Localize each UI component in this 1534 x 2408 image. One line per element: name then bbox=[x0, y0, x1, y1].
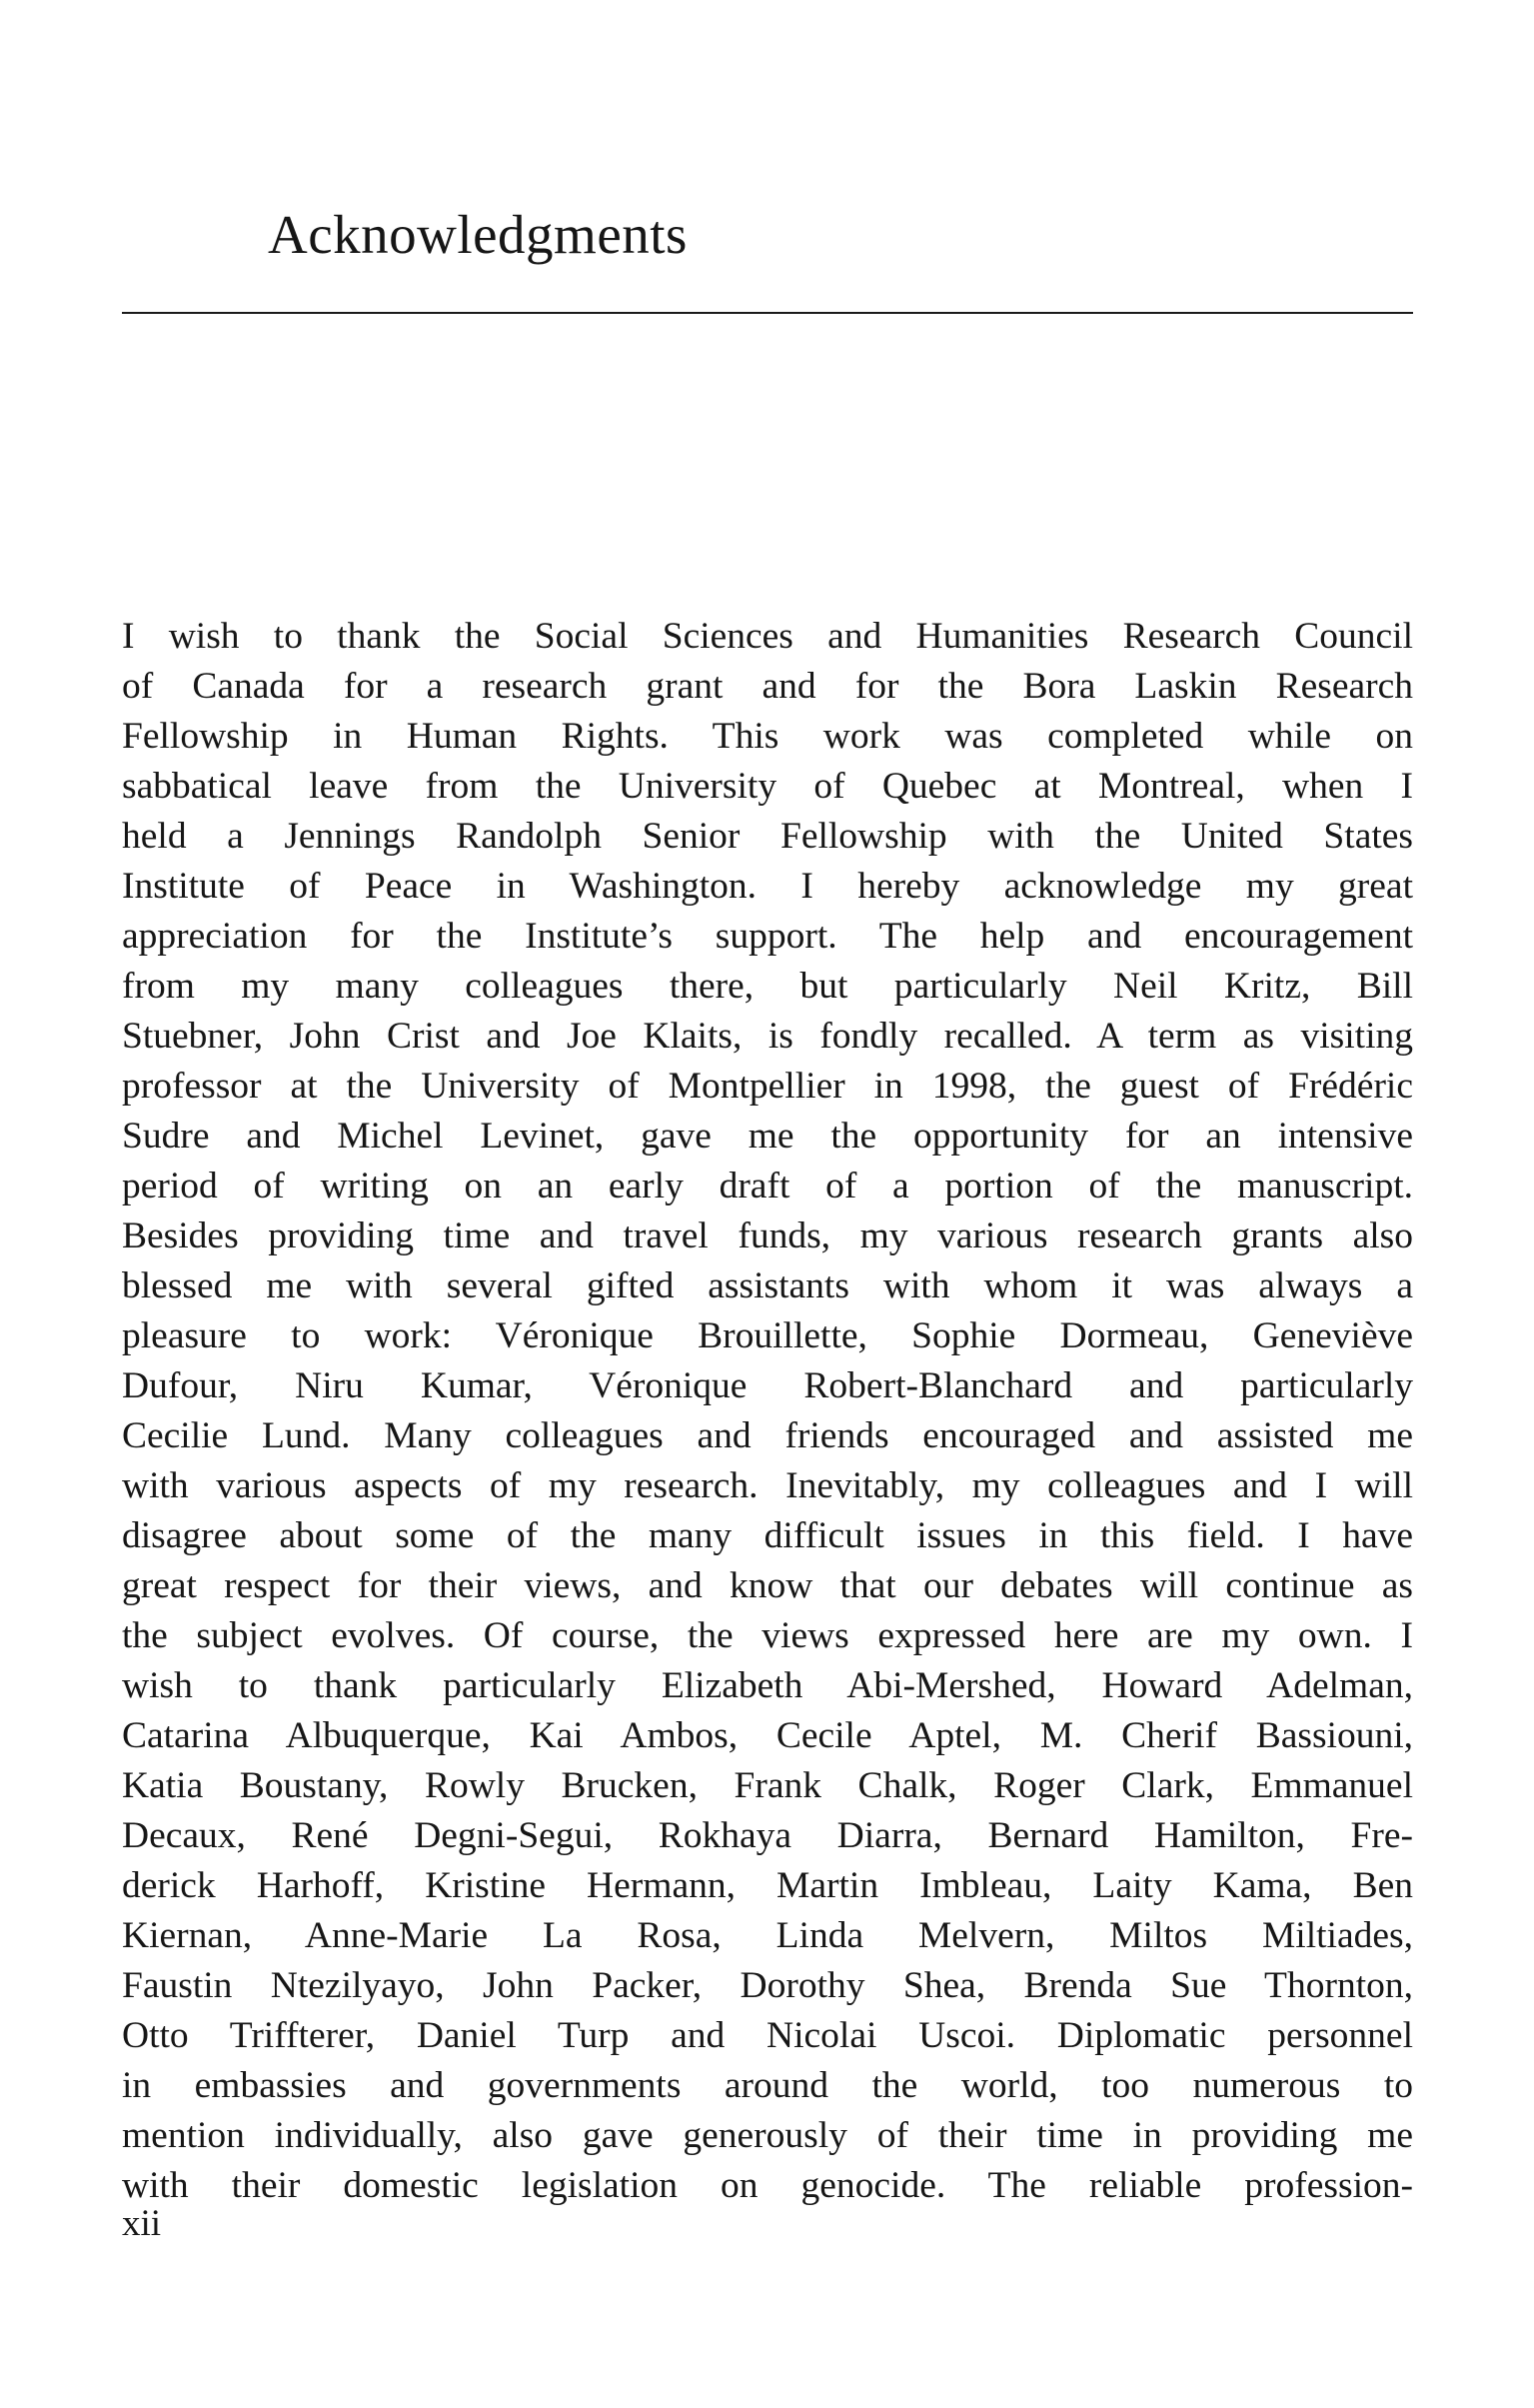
body-line: Decaux, René Degni-Segui, Rokhaya Diarra, Bernard Hamilton, Fre- bbox=[122, 1815, 1413, 1856]
heading-rule bbox=[122, 312, 1413, 314]
body-line: the subject evolves. Of course, the views expressed here are my own. I bbox=[122, 1615, 1413, 1656]
body-line: wish to thank particularly Elizabeth Abi-Mershed, Howard Adelman, bbox=[122, 1665, 1413, 1706]
body-line: with their domestic legislation on genocide. The reliable profession- bbox=[122, 2165, 1413, 2206]
body-line: Otto Triffterer, Daniel Turp and Nicolai Uscoi. Diplomatic personnel bbox=[122, 2015, 1413, 2056]
body-line: derick Harhoff, Kristine Hermann, Martin Imbleau, Laity Kama, Ben bbox=[122, 1865, 1413, 1906]
page-title: Acknowledgments bbox=[268, 204, 688, 265]
body-line: Faustin Ntezilyayo, John Packer, Dorothy Shea, Brenda Sue Thornton, bbox=[122, 1965, 1413, 2006]
body-line: with various aspects of my research. Inevitably, my colleagues and I will bbox=[122, 1465, 1413, 1506]
body-line: held a Jennings Randolph Senior Fellowship with the United States bbox=[122, 816, 1413, 857]
body-line: appreciation for the Institute’s support. The help and encouragement bbox=[122, 916, 1413, 957]
body-line: Dufour, Niru Kumar, Véronique Robert-Blanchard and particularly bbox=[122, 1365, 1413, 1406]
body-line: Fellowship in Human Rights. This work was completed while on bbox=[122, 716, 1413, 757]
body-line: of Canada for a research grant and for the Bora Laskin Research bbox=[122, 666, 1413, 707]
page-number: xii bbox=[122, 2203, 162, 2244]
body-line: Kiernan, Anne-Marie La Rosa, Linda Melvern, Miltos Miltiades, bbox=[122, 1915, 1413, 1956]
body-line: from my many colleagues there, but particularly Neil Kritz, Bill bbox=[122, 966, 1413, 1007]
body-line: Catarina Albuquerque, Kai Ambos, Cecile Aptel, M. Cherif Bassiouni, bbox=[122, 1715, 1413, 1756]
body-line: Cecilie Lund. Many colleagues and friends encouraged and assisted me bbox=[122, 1415, 1413, 1456]
body-line: great respect for their views, and know that our debates will continue as bbox=[122, 1565, 1413, 1606]
body-line: in embassies and governments around the world, too numerous to bbox=[122, 2065, 1413, 2106]
body-line: sabbatical leave from the University of Quebec at Montreal, when I bbox=[122, 766, 1413, 807]
body-line: Institute of Peace in Washington. I hereby acknowledge my great bbox=[122, 866, 1413, 907]
body-line: disagree about some of the many difficult issues in this field. I have bbox=[122, 1515, 1413, 1556]
body-line: Stuebner, John Crist and Joe Klaits, is fondly recalled. A term as visiting bbox=[122, 1016, 1413, 1057]
body-line: professor at the University of Montpellier in 1998, the guest of Frédéric bbox=[122, 1066, 1413, 1107]
body-line: Besides providing time and travel funds, my various research grants also bbox=[122, 1215, 1413, 1256]
body-line: blessed me with several gifted assistants with whom it was always a bbox=[122, 1265, 1413, 1306]
body-line: Sudre and Michel Levinet, gave me the opportunity for an intensive bbox=[122, 1116, 1413, 1157]
body-line: pleasure to work: Véronique Brouillette, Sophie Dormeau, Geneviève bbox=[122, 1315, 1413, 1356]
body-line: I wish to thank the Social Sciences and Humanities Research Council bbox=[122, 616, 1413, 657]
body-line: mention individually, also gave generously of their time in providing me bbox=[122, 2115, 1413, 2156]
body-line: period of writing on an early draft of a portion of the manuscript. bbox=[122, 1166, 1413, 1206]
acknowledgments-body bbox=[122, 612, 1413, 2211]
body-line: Katia Boustany, Rowly Brucken, Frank Chalk, Roger Clark, Emmanuel bbox=[122, 1765, 1413, 1806]
